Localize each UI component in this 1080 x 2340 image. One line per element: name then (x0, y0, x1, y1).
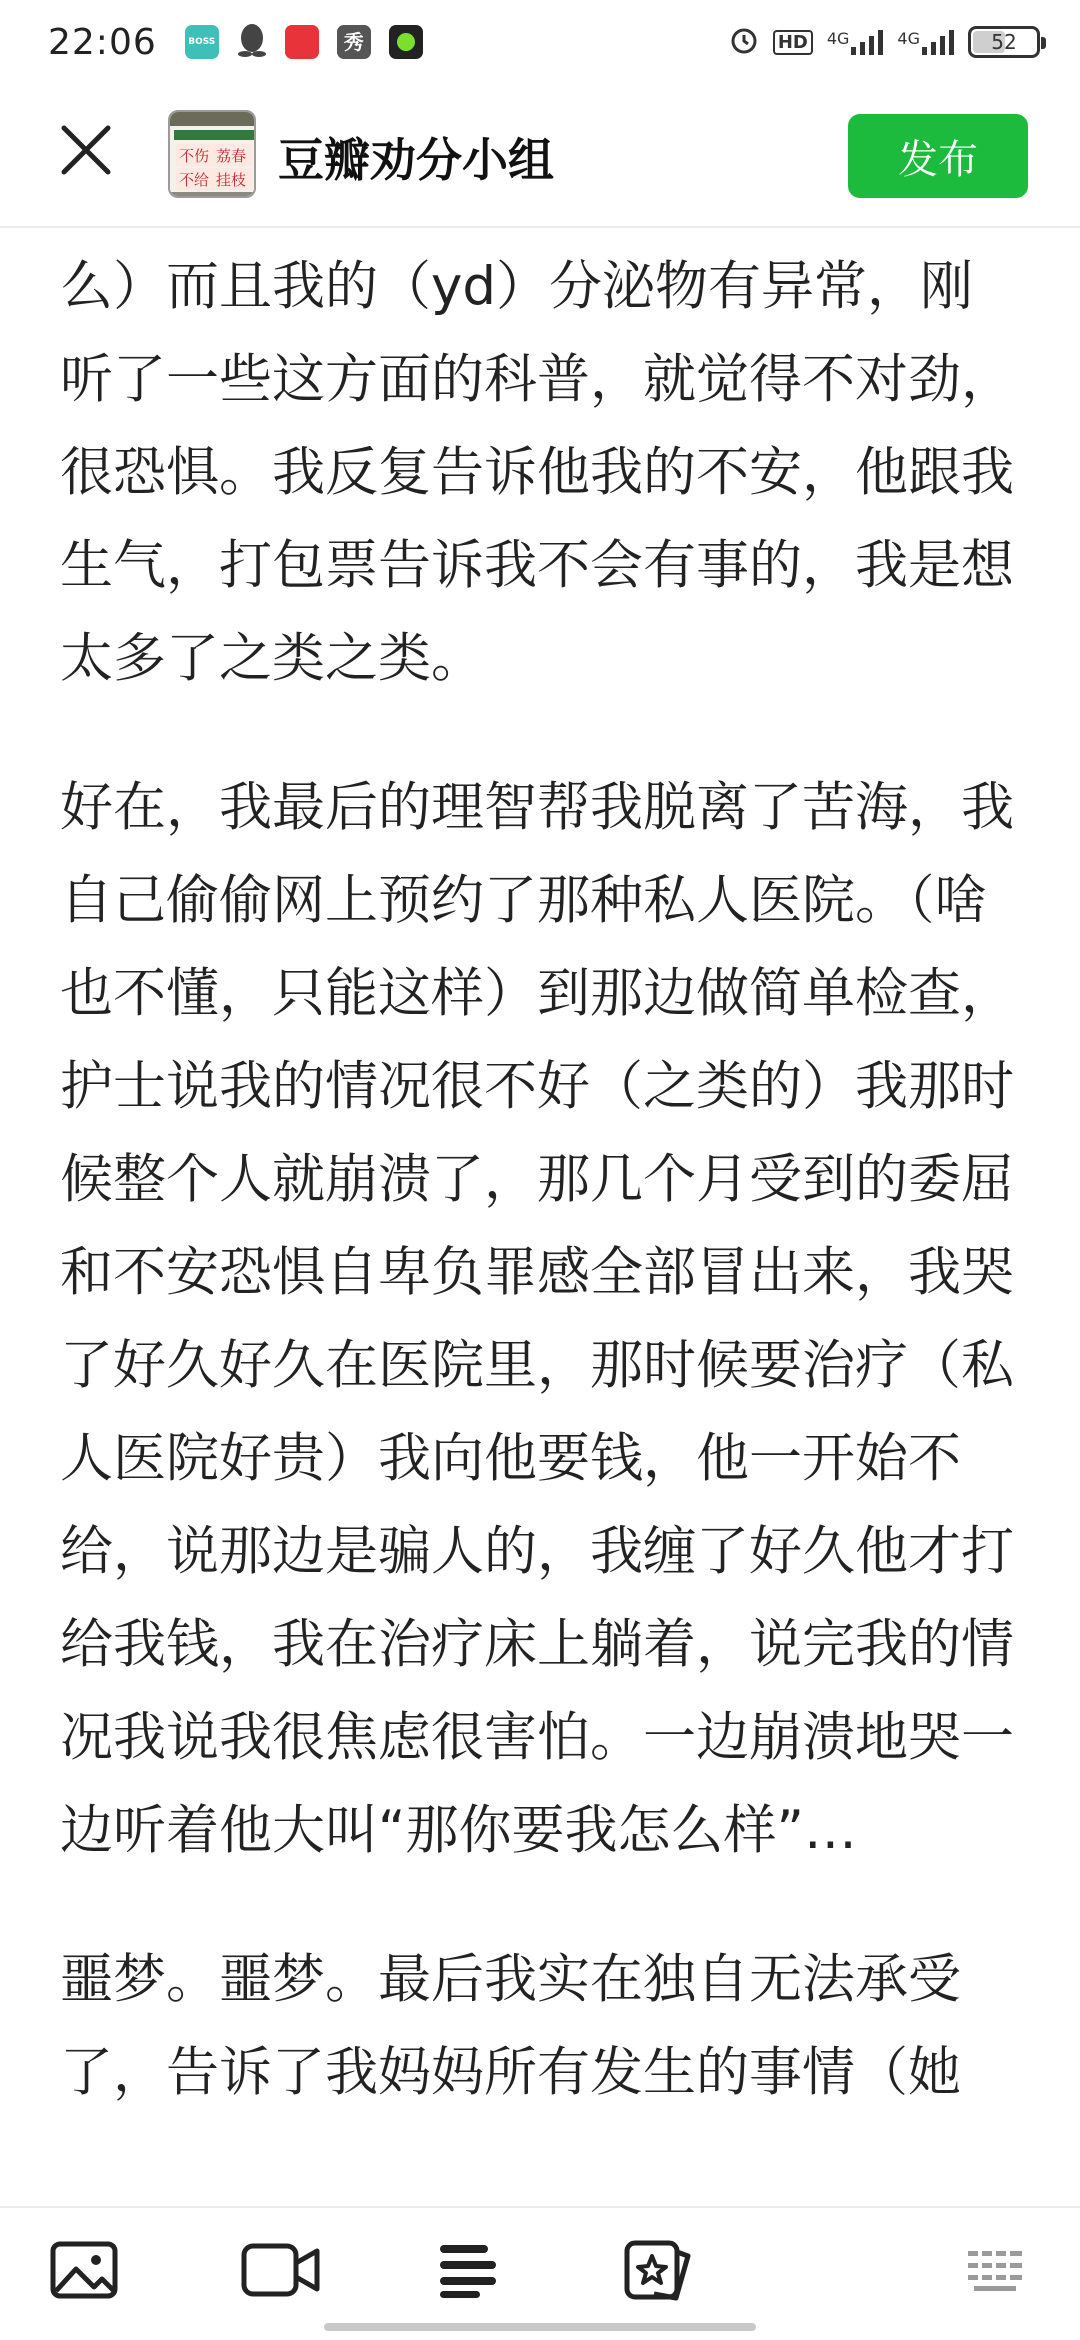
status-bar (0, 0, 1080, 84)
svg-text:荔春: 荔春 (216, 147, 247, 165)
battery-level: 52 (991, 30, 1017, 54)
battery-icon (968, 26, 1040, 58)
paragraph: 么）而且我的（yd）分泌物有异常，刚听了一些这方面的科普，就觉得不对劲，很恐惧。我反复告诉他我的不安，他跟我生气，打包票告诉我不会有事的，我是想太多了之类之类。 (60, 256, 1014, 689)
keyboard-toggle-button[interactable] (956, 2230, 1036, 2310)
video-icon (241, 2243, 321, 2297)
app-green-icon (389, 25, 423, 59)
post-content[interactable] (0, 230, 1080, 2206)
app-xiu-icon: 秀 (337, 25, 371, 59)
paragraph: 好在，我最后的理智帮我脱离了苦海，我自己偷偷网上预约了那种私人医院。（啥也不懂，只能这样）到那边做简单检查，护士说我的情况很不好（之类的）我那时候整个人就崩溃了，那几个月受到的委屈和不安恐惧自卑负罪感全部冒出来，我哭了好久好久在医院里，那时候要治疗（私人医院好贵）我向他要钱，他一开始不给，说那边是骗人的，我缠了好久他才打给我钱，我在治疗床上躺着，说完我的情况我说我很焦虑很害怕。一边崩溃地哭一边听着他大叫“那你要我怎么样”… (60, 777, 1014, 1861)
group-title[interactable]: 豆瓣劝分小组 (278, 133, 554, 187)
app-red-icon (285, 25, 319, 59)
status-left (48, 22, 423, 63)
paragraph: 噩梦。噩梦。最后我实在独自无法承受了，告诉了我妈妈所有发生的事情（她 (60, 1949, 961, 2103)
qq-icon (237, 22, 267, 62)
insert-image-button[interactable] (44, 2230, 124, 2310)
boss-zhipin-icon: BOSS (185, 25, 219, 59)
svg-text:不伤: 不伤 (179, 147, 210, 165)
status-right (729, 25, 1040, 59)
text-format-button[interactable] (428, 2230, 508, 2310)
group-avatar[interactable] (168, 110, 256, 198)
signal-2-icon (897, 29, 954, 55)
alarm-icon (729, 25, 759, 59)
hd-icon: HD (773, 30, 813, 55)
svg-text:挂枝: 挂枝 (216, 171, 247, 189)
group-avatar-image (170, 112, 256, 198)
svg-text:不给: 不给 (179, 171, 210, 189)
home-indicator[interactable] (324, 2323, 756, 2331)
status-time: 22:06 (48, 21, 157, 63)
sticker-button[interactable] (618, 2230, 698, 2310)
network-2-label: 4G (897, 29, 920, 48)
text-format-icon (437, 2241, 499, 2299)
network-1-label: 4G (826, 29, 850, 48)
signal-1-icon (827, 29, 884, 55)
close-icon (60, 124, 112, 176)
close-button[interactable] (54, 118, 118, 182)
header (0, 84, 1080, 228)
sticker-icon (624, 2238, 692, 2302)
image-icon (50, 2241, 118, 2299)
keyboard-icon (966, 2247, 1026, 2293)
insert-video-button[interactable] (236, 2230, 326, 2310)
editor-toolbar (0, 2206, 1080, 2340)
publish-button[interactable]: 发布 (848, 114, 1028, 198)
